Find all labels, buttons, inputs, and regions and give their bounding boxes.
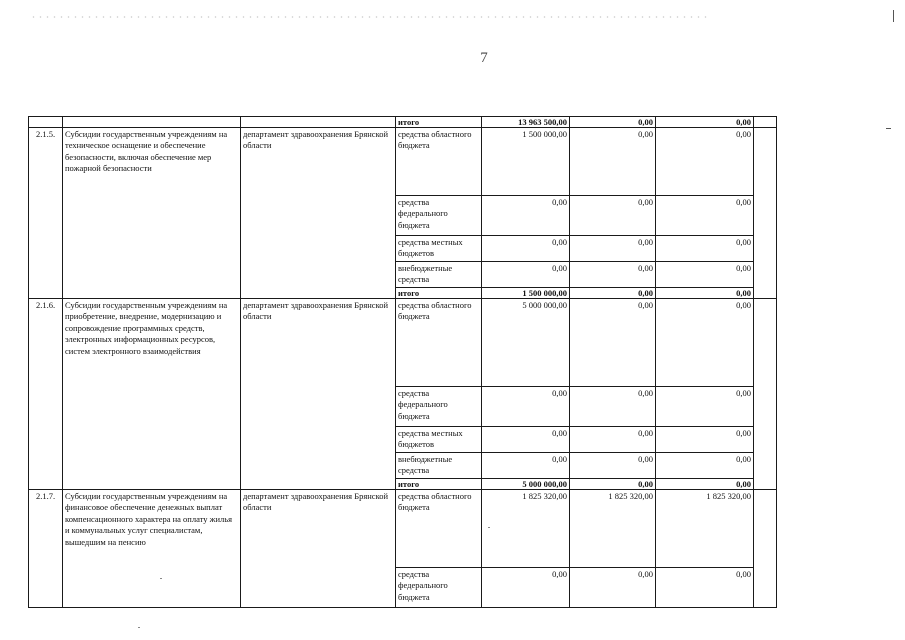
scan-edge-mark [886,128,891,129]
table-row [29,128,777,196]
item-executor: департамент здравоохранения Брянской области [241,490,396,608]
amount-3: 0,00 [656,128,754,196]
cell-empty [241,117,396,128]
item-executor: департамент здравоохранения Брянской области [241,128,396,299]
item-executor: департамент здравоохранения Брянской области [241,299,396,490]
total-value-2: 0,00 [570,479,656,490]
item-name: Субсидии государственным учреждениям на приобретение, внедрение, модернизацию и сопровождение программных средств, электронных информационных ресурсов, систем электронного взаимодействия [63,299,241,490]
funding-source: внебюджетные средства [396,453,482,479]
total-value-2: 0,00 [570,117,656,128]
amount-1: 0,00 [482,427,570,453]
total-value-1: 5 000 000,00 [482,479,570,490]
funding-source: средства областного бюджета [396,490,482,568]
cell-empty [29,117,63,128]
funding-source: средства федерального бюджета [396,196,482,236]
amount-1: 0,00 [482,196,570,236]
scan-speck [138,627,140,628]
amount-2: 0,00 [570,427,656,453]
scan-edge-mark [893,10,894,22]
total-label: итого [396,479,482,490]
cell-empty [754,117,777,128]
total-value-3: 0,00 [656,479,754,490]
funding-source: средства федерального бюджета [396,387,482,427]
total-value-1: 13 963 500,00 [482,117,570,128]
total-value-1: 1 500 000,00 [482,288,570,299]
item-name: Субсидии государственным учреждениям на финансовое обеспечение денежных выплат компенсационного характера на оплату жилья и коммунальных услуг специалистам, вышедшим на пенсию [63,490,241,608]
amount-3: 0,00 [656,387,754,427]
total-value-3: 0,00 [656,117,754,128]
total-value-2: 0,00 [570,288,656,299]
amount-2: 0,00 [570,236,656,262]
amount-1: 0,00 [482,568,570,608]
amount-1: 1 825 320,00 [482,490,570,568]
page-number: 7 [480,50,488,66]
amount-2: 0,00 [570,196,656,236]
cell-empty [754,490,777,608]
item-code: 2.1.5. [29,128,63,299]
amount-3: 0,00 [656,568,754,608]
amount-1: 0,00 [482,262,570,288]
amount-3: 0,00 [656,236,754,262]
amount-2: 0,00 [570,568,656,608]
amount-1: 5 000 000,00 [482,299,570,387]
scan-noise-strip [30,16,710,18]
amount-3: 1 825 320,00 [656,490,754,568]
amount-3: 0,00 [656,196,754,236]
total-label: итого [396,288,482,299]
funding-source: средства местных бюджетов [396,427,482,453]
item-code: 2.1.6. [29,299,63,490]
amount-3: 0,00 [656,427,754,453]
funding-source: средства областного бюджета [396,128,482,196]
amount-1: 0,00 [482,387,570,427]
amount-2: 0,00 [570,262,656,288]
amount-2: 0,00 [570,387,656,427]
item-name: Субсидии государственным учреждениям на техническое оснащение и обеспечение безопасности, включая обеспечение мер пожарной безопасности [63,128,241,299]
cell-empty [754,128,777,299]
funding-source: средства областного бюджета [396,299,482,387]
funding-source: средства местных бюджетов [396,236,482,262]
amount-2: 1 825 320,00 [570,490,656,568]
amount-3: 0,00 [656,453,754,479]
amount-2: 0,00 [570,299,656,387]
funding-source: внебюджетные средства [396,262,482,288]
total-value-3: 0,00 [656,288,754,299]
amount-1: 0,00 [482,236,570,262]
amount-1: 0,00 [482,453,570,479]
table-row-top-total [29,117,777,128]
item-code: 2.1.7. [29,490,63,608]
table-row [29,490,777,568]
amount-3: 0,00 [656,299,754,387]
funding-source: средства федерального бюджета [396,568,482,608]
amount-2: 0,00 [570,453,656,479]
cell-empty [754,299,777,490]
amount-2: 0,00 [570,128,656,196]
total-label: итого [396,117,482,128]
budget-table [28,116,777,608]
amount-3: 0,00 [656,262,754,288]
table-row [29,299,777,387]
cell-empty [63,117,241,128]
amount-1: 1 500 000,00 [482,128,570,196]
